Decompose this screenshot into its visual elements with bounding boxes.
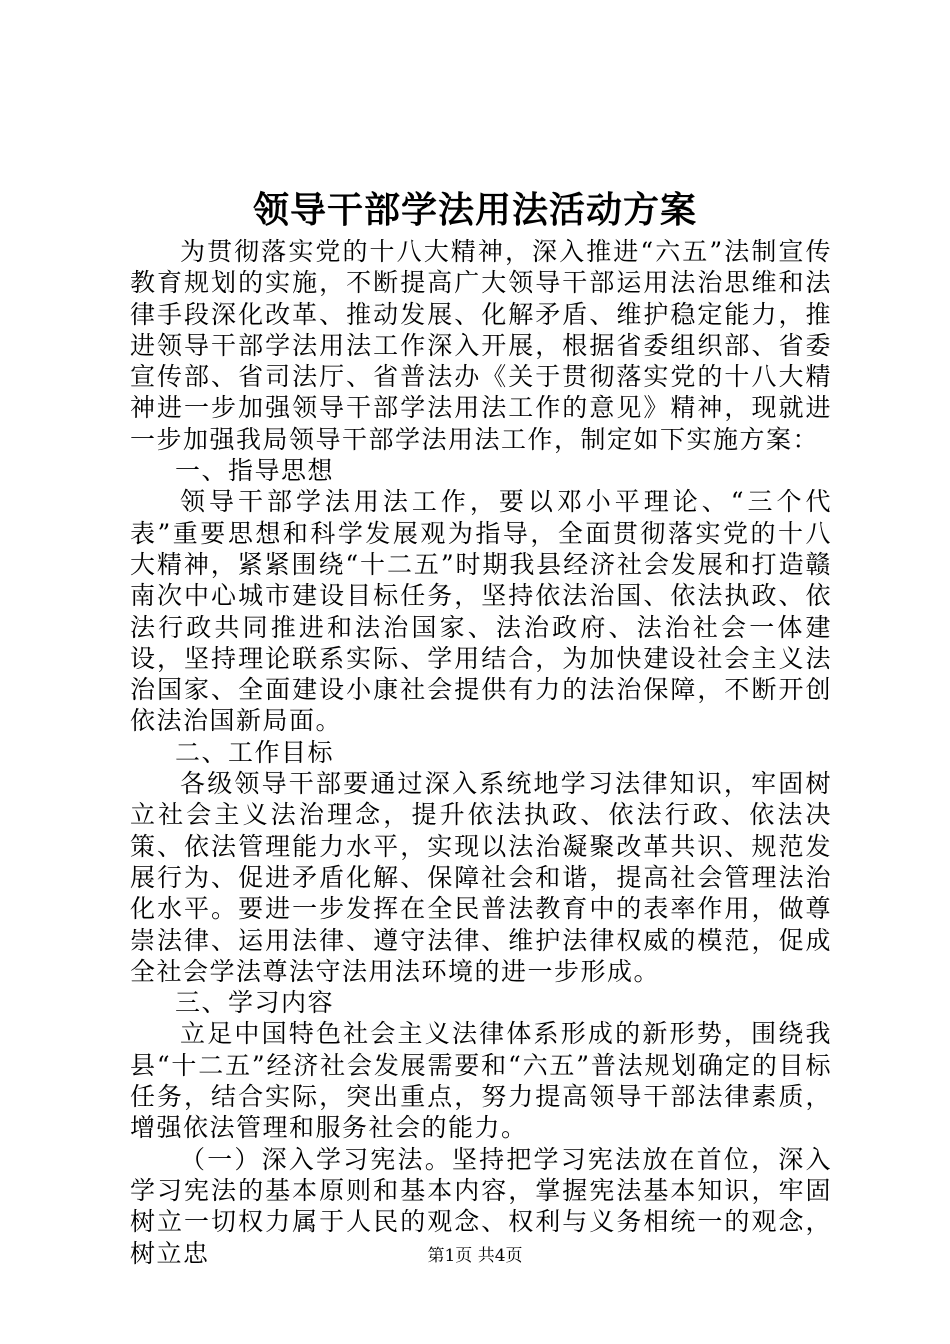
paragraph-intro: 为贯彻落实党的十八大精神，深入推进“六五”法制宣传教育规划的实施，不断提高广大领导干部运用法治思维和法律手段深化改革、推动发展、化解矛盾、维护稳定能力，推进领导干部学法用法工作深入开展，根据省委组织部、省委宣传部、省司法厅、省普法办《关于贯彻落实党的十八大精神进一步加强领导干部学法用法工作的意见》精神，现就进一步加强我局领导干部学法用法工作，制定如下实施方案：	[130, 237, 832, 454]
section-heading-work-goals: 二、工作目标	[175, 737, 335, 767]
paragraph-study-content: 立足中国特色社会主义法律体系形成的新形势，围绕我县“十二五”经济社会发展需要和“六五”普法规划确定的目标任务，结合实际，突出重点，努力提高领导干部法律素质，增强依法管理和服务社会的能力。	[130, 1019, 832, 1143]
section-heading-study-content: 三、学习内容	[175, 988, 335, 1018]
paragraph-guiding-ideology: 领导干部学法用法工作，要以邓小平理论、“三个代表”重要思想和科学发展观为指导，全面贯彻落实党的十八大精神，紧紧围绕“十二五”时期我县经济社会发展和打造赣南次中心城市建设目标任务，坚持依法治国、依法执政、依法行政共同推进和法治国家、法治政府、法治社会一体建设，坚持理论联系实际、学用结合，为加快建设社会主义法治国家、全面建设小康社会提供有力的法治保障，不断开创依法治国新局面。	[130, 487, 832, 736]
paragraph-study-constitution: （一）深入学习宪法。坚持把学习宪法放在首位，深入学习宪法的基本原则和基本内容，掌握宪法基本知识，牢固树立一切权力属于人民的观念、权利与义务相统一的观念，树立忠	[130, 1144, 832, 1268]
document-title: 领导干部学法用法活动方案	[252, 189, 697, 231]
section-heading-guiding-ideology: 一、指导思想	[175, 456, 335, 486]
page-number-footer: 第1页 共4页	[427, 1246, 523, 1266]
paragraph-work-goals: 各级领导干部要通过深入系统地学习法律知识，牢固树立社会主义法治理念，提升依法执政、依法行政、依法决策、依法管理能力水平，实现以法治凝聚改革共识、规范发展行为、促进矛盾化解、保障社会和谐，提高社会管理法治化水平。要进一步发挥在全民普法教育中的表率作用，做尊崇法律、运用法律、遵守法律、维护法律权威的模范，促成全社会学法尊法守法用法环境的进一步形成。	[130, 769, 832, 986]
document-body	[130, 236, 832, 1269]
